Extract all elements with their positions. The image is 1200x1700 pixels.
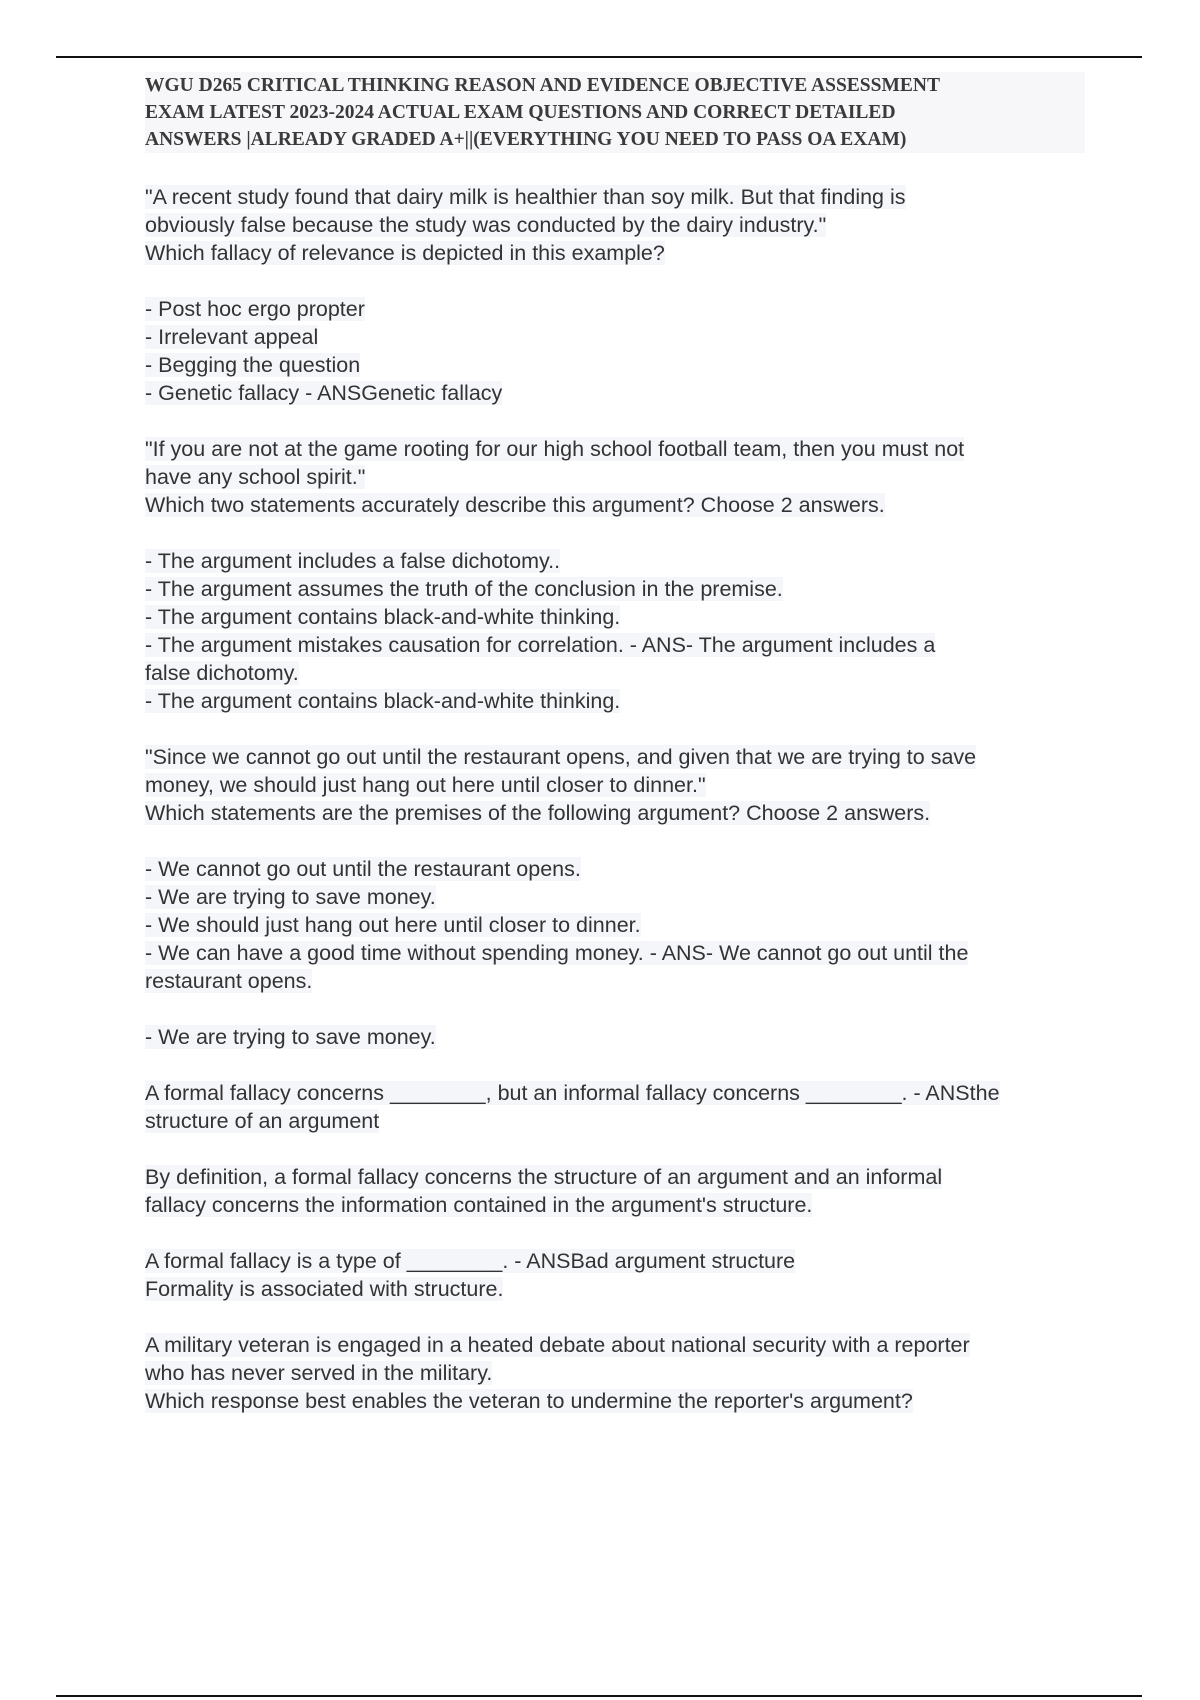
text-line-content: - We are trying to save money.: [145, 1025, 436, 1049]
text-line: [145, 547, 1085, 575]
text-line: [145, 295, 1085, 323]
text-line-content: A formal fallacy is a type of ________. - ANSBad argument structure: [145, 1249, 796, 1273]
title-line: EXAM LATEST 2023-2024 ACTUAL EXAM QUESTIONS AND CORRECT DETAILED: [145, 102, 896, 123]
text-line: [145, 1331, 1085, 1359]
document-title: [145, 72, 1085, 153]
text-line-content: restaurant opens.: [145, 969, 313, 993]
text-block: [145, 1163, 1085, 1219]
text-line: [145, 575, 1085, 603]
text-line-content: - The argument mistakes causation for correlation. - ANS- The argument includes a: [145, 633, 936, 657]
text-line: [145, 1023, 1085, 1051]
text-line-content: structure of an argument: [145, 1109, 380, 1133]
text-line: [145, 435, 1085, 463]
text-line: [145, 323, 1085, 351]
text-line-content: Which response best enables the veteran to undermine the reporter's argument?: [145, 1389, 913, 1413]
text-line: [145, 1163, 1085, 1191]
text-block: [145, 743, 1085, 827]
text-line-content: have any school spirit.": [145, 465, 366, 489]
text-line-content: - We cannot go out until the restaurant opens.: [145, 857, 581, 881]
text-line: [145, 211, 1085, 239]
text-line: [145, 855, 1085, 883]
text-line-content: "Since we cannot go out until the restaurant opens, and given that we are trying to save: [145, 745, 977, 769]
text-line: [145, 351, 1085, 379]
text-block: [145, 183, 1085, 267]
text-block: [145, 1247, 1085, 1303]
text-line: [145, 967, 1085, 995]
text-line-content: who has never served in the military.: [145, 1361, 493, 1385]
text-line-content: Which statements are the premises of the following argument? Choose 2 answers.: [145, 801, 931, 825]
text-line-content: "If you are not at the game rooting for our high school football team, then you must not: [145, 437, 965, 461]
text-block: [145, 1079, 1085, 1135]
text-line: [145, 1387, 1085, 1415]
text-line-content: - Begging the question: [145, 353, 361, 377]
text-line-content: - Post hoc ergo propter: [145, 297, 365, 321]
text-line-content: - Genetic fallacy - ANSGenetic fallacy: [145, 381, 503, 405]
text-line-content: - The argument contains black-and-white thinking.: [145, 689, 621, 713]
text-line: [145, 631, 1085, 659]
document-page: [145, 72, 1085, 1443]
text-line-content: false dichotomy.: [145, 661, 299, 685]
text-line: [145, 1359, 1085, 1387]
text-line-content: A formal fallacy concerns ________, but an informal fallacy concerns ________. - ANSthe: [145, 1081, 1000, 1105]
bottom-rule: [56, 1695, 1142, 1697]
text-block: [145, 547, 1085, 715]
text-line-content: - The argument contains black-and-white thinking.: [145, 605, 621, 629]
text-line: [145, 491, 1085, 519]
text-line-content: - The argument includes a false dichotomy..: [145, 549, 561, 573]
text-line: [145, 1275, 1085, 1303]
text-line: [145, 463, 1085, 491]
text-block: [145, 855, 1085, 995]
text-line-content: obviously false because the study was conducted by the dairy industry.": [145, 213, 827, 237]
text-line-content: money, we should just hang out here until closer to dinner.": [145, 773, 706, 797]
text-line-content: - We should just hang out here until closer to dinner.: [145, 913, 641, 937]
text-line-content: Formality is associated with structure.: [145, 1277, 504, 1301]
text-line: [145, 603, 1085, 631]
text-line-content: - The argument assumes the truth of the conclusion in the premise.: [145, 577, 783, 601]
question-list: [145, 183, 1085, 1415]
text-line: [145, 1247, 1085, 1275]
text-line: [145, 1079, 1085, 1107]
text-line: [145, 1191, 1085, 1219]
text-line-content: - We can have a good time without spending money. - ANS- We cannot go out until the: [145, 941, 969, 965]
text-line: [145, 939, 1085, 967]
text-line-content: - Irrelevant appeal: [145, 325, 319, 349]
text-line-content: "A recent study found that dairy milk is healthier than soy milk. But that finding is: [145, 185, 906, 209]
title-line: ANSWERS |ALREADY GRADED A+||(EVERYTHING YOU NEED TO PASS OA EXAM): [145, 129, 907, 150]
text-block: [145, 1023, 1085, 1051]
text-line: [145, 911, 1085, 939]
text-block: [145, 295, 1085, 407]
text-line-content: Which fallacy of relevance is depicted in this example?: [145, 241, 665, 265]
title-line: WGU D265 CRITICAL THINKING REASON AND EVIDENCE OBJECTIVE ASSESSMENT: [145, 75, 940, 96]
text-line: [145, 379, 1085, 407]
text-line-content: fallacy concerns the information contained in the argument's structure.: [145, 1193, 813, 1217]
text-line-content: A military veteran is engaged in a heated debate about national security with a reporter: [145, 1333, 970, 1357]
text-line: [145, 687, 1085, 715]
text-line-content: By definition, a formal fallacy concerns the structure of an argument and an informal: [145, 1165, 943, 1189]
top-rule: [56, 56, 1142, 58]
text-line: [145, 183, 1085, 211]
text-line-content: Which two statements accurately describe this argument? Choose 2 answers.: [145, 493, 885, 517]
text-line: [145, 239, 1085, 267]
text-line: [145, 659, 1085, 687]
text-block: [145, 1331, 1085, 1415]
text-line: [145, 771, 1085, 799]
text-line-content: - We are trying to save money.: [145, 885, 436, 909]
text-line: [145, 883, 1085, 911]
text-block: [145, 435, 1085, 519]
text-line: [145, 743, 1085, 771]
text-line: [145, 799, 1085, 827]
text-line: [145, 1107, 1085, 1135]
